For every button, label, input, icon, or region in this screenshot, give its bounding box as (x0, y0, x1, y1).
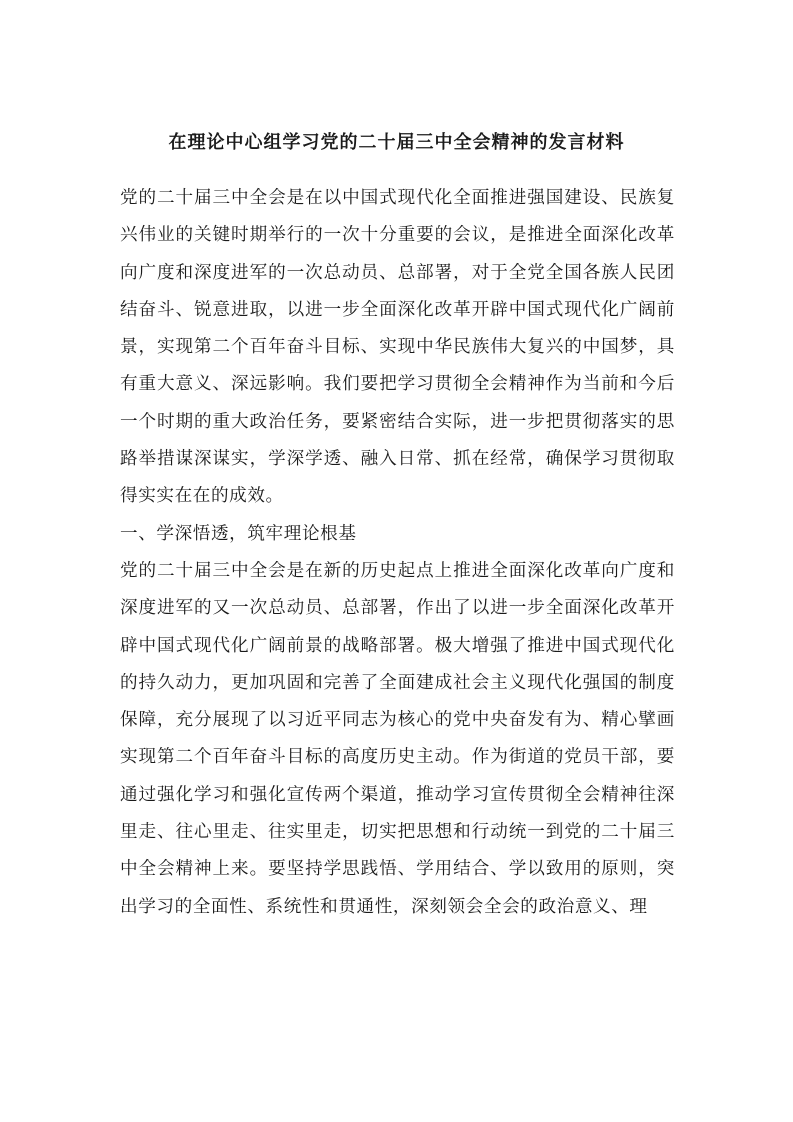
section-heading-1: 一、学深悟透，筑牢理论根基 (120, 523, 357, 544)
document-title: 在理论中心组学习党的二十届三中全会精神的发言材料 (168, 132, 625, 153)
paragraph-intro: 党的二十届三中全会是在以中国式现代化全面推进强国建设、民族复兴伟业的关键时期举行的一次十分重要的会议，是推进全面深化改革向广度和深度进军的一次总动员、总部署，对于全党全国各族人民团结奋斗、锐意进取，以进一步全面深化改革开辟中国式现代化广阔前景，实现第二个百年奋斗目标、实现中华民族伟大复兴的中国梦，具有重大意义、深远影响。我们要把学习贯彻全会精神作为当前和今后一个时期的重大政治任务，要紧密结合实际，进一步把贯彻落实的思路举措谋深谋实，学深学透、融入日常、抓在经常，确保学习贯彻取得实实在在的成效。 (120, 188, 675, 507)
paragraph-section-1: 党的二十届三中全会是在新的历史起点上推进全面深化改革向广度和深度进军的又一次总动员、总部署，作出了以进一步全面深化改革开辟中国式现代化广阔前景的战略部署。极大增强了推进中国式现代化的持久动力，更加巩固和完善了全面建成社会主义现代化强国的制度保障，充分展现了以习近平同志为核心的党中央奋发有为、精心擘画实现第二个百年奋斗目标的高度历史主动。作为街道的党员干部，要通过强化学习和强化宣传两个渠道，推动学习宣传贯彻全会精神往深里走、往心里走、往实里走，切实把思想和行动统一到党的二十届三中全会精神上来。要坚持学思践悟、学用结合、学以致用的原则，突出学习的全面性、系统性和贯通性，深刻领会全会的政治意义、理 (120, 560, 675, 917)
document-body (120, 180, 675, 926)
